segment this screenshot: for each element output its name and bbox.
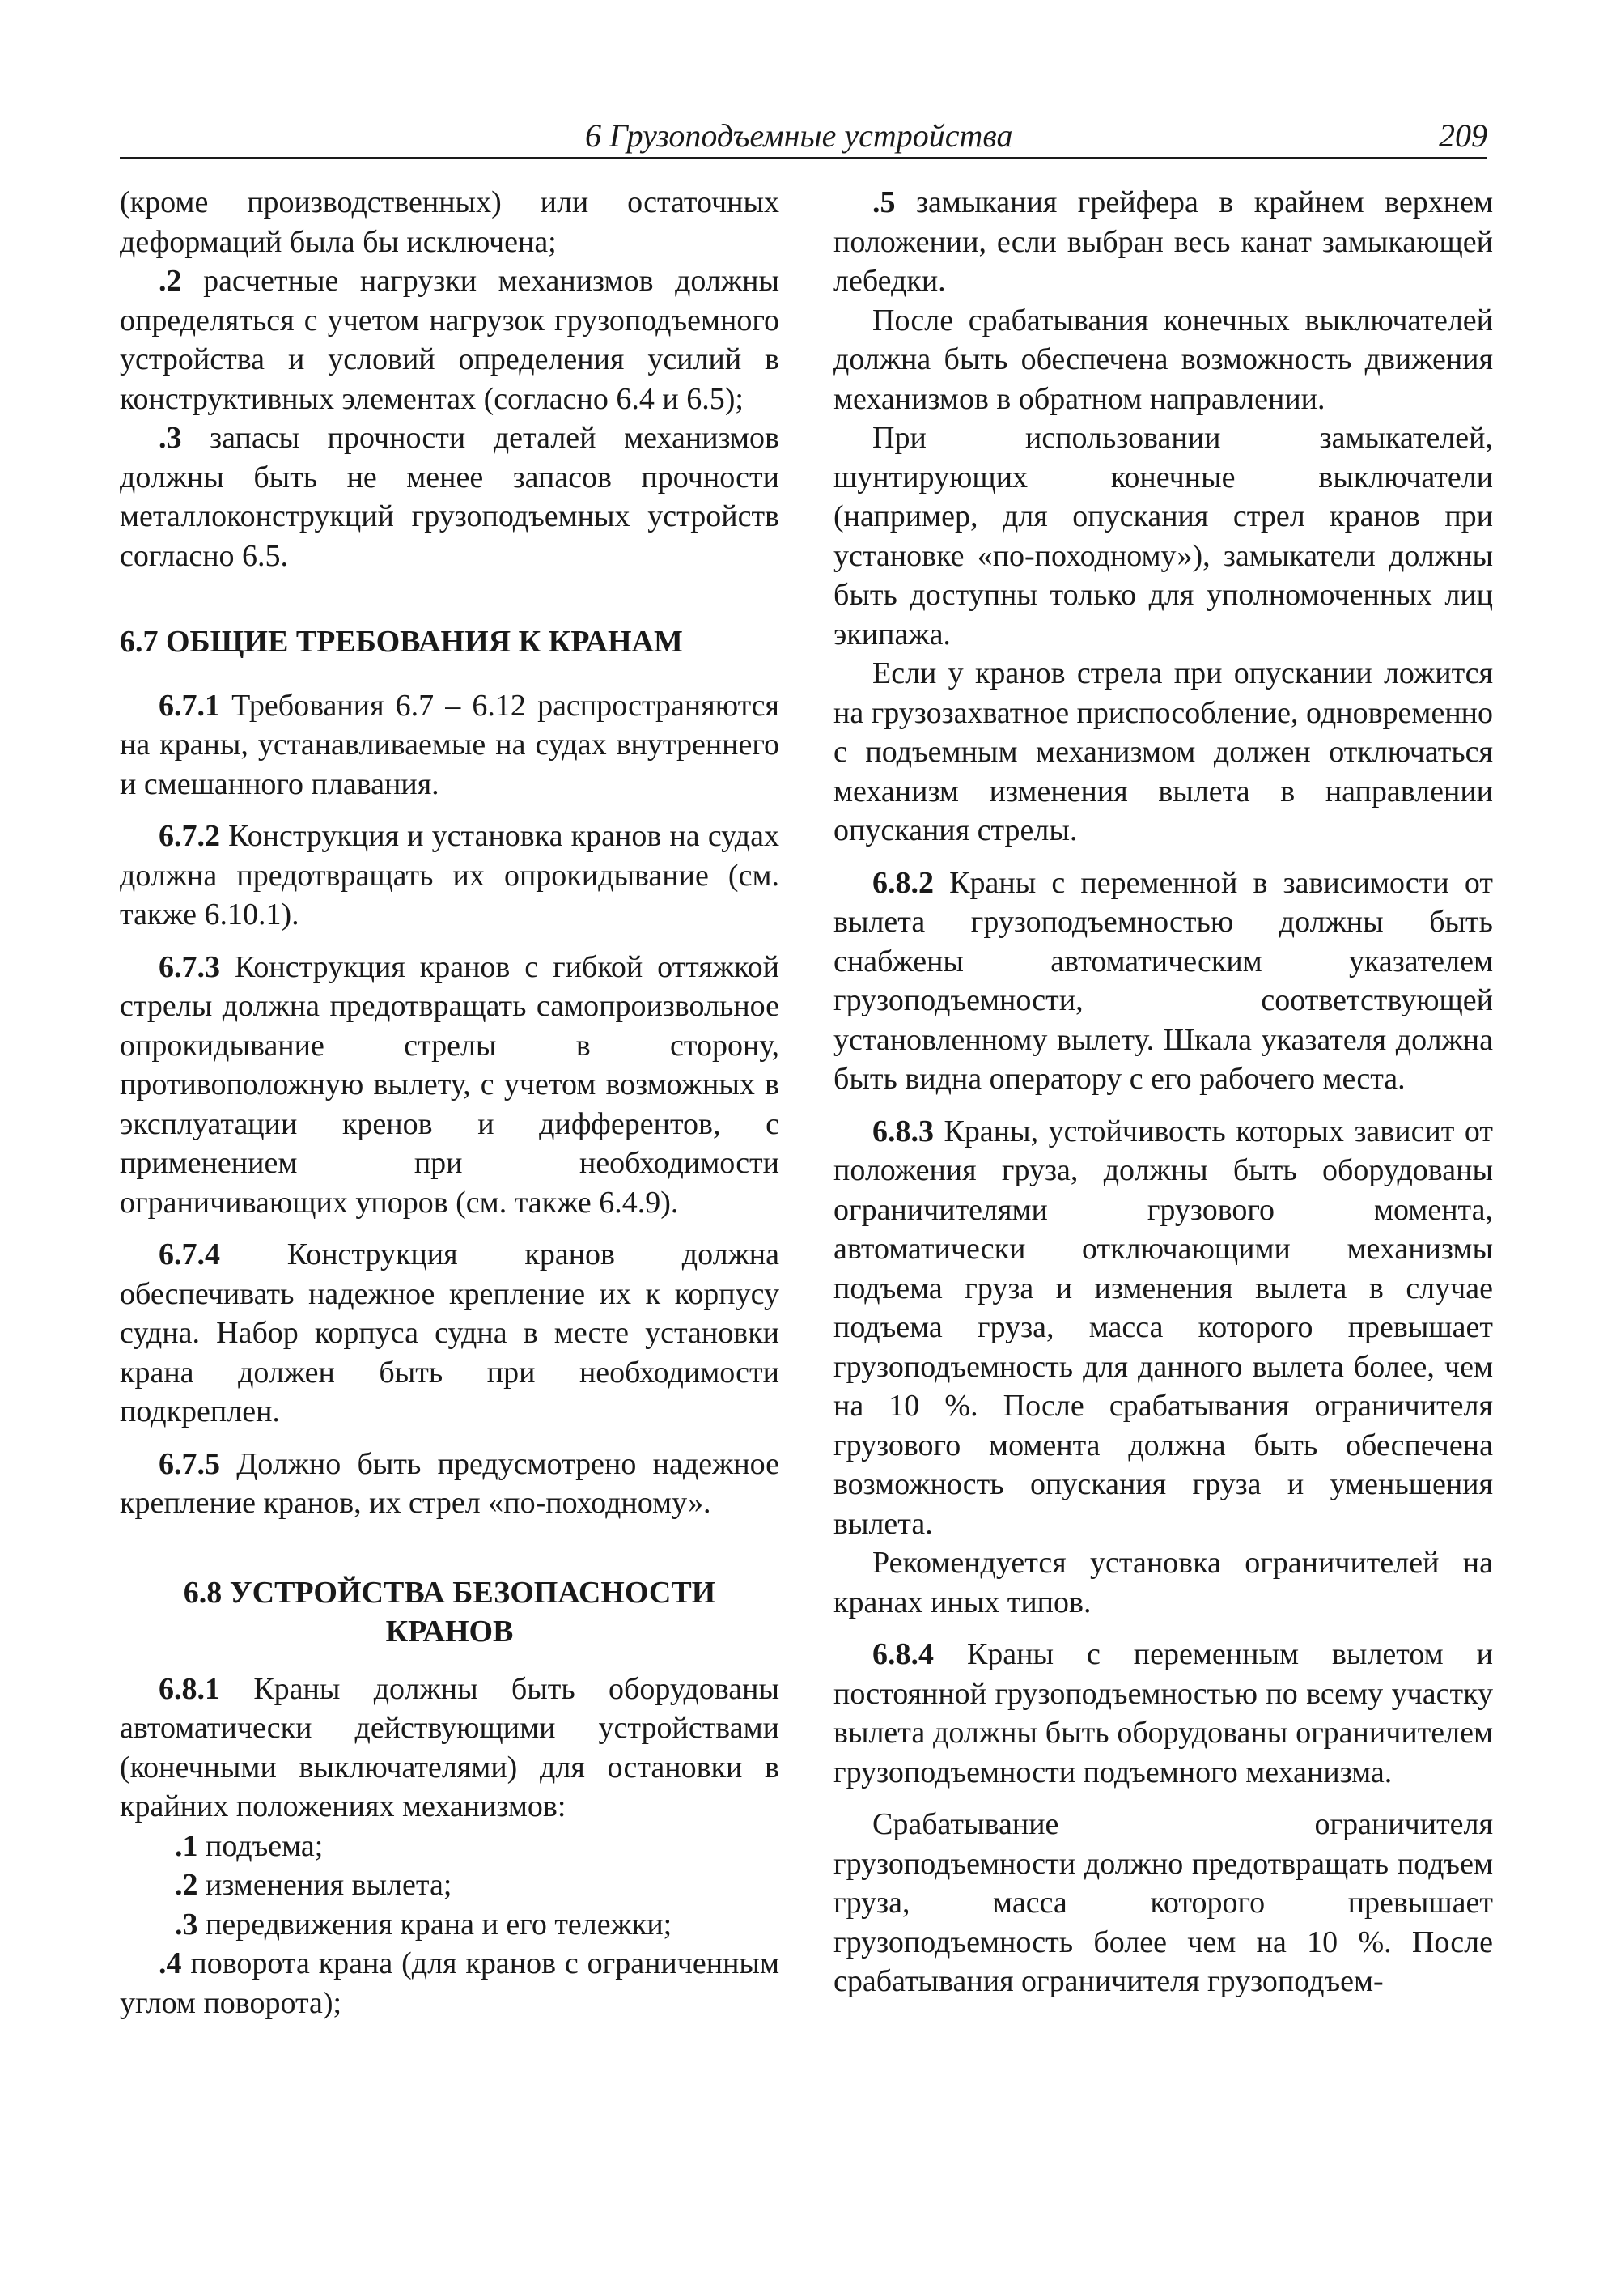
section-heading-6-7: 6.7 ОБЩИЕ ТРЕБОВАНИЯ К КРАНАМ (120, 625, 683, 659)
item-text: изменения вылета; (197, 1868, 452, 1902)
running-header (120, 118, 1487, 159)
clause-number: 6.7.4 (159, 1237, 220, 1271)
paragraph: Рекомендуется установка ограничителей на кранах иных типов. (833, 1546, 1493, 1619)
right-column (833, 183, 1493, 2001)
item-number: .2 (175, 1868, 198, 1902)
item-text: передвижения крана и его тележки; (197, 1907, 672, 1942)
paragraph: При использовании замыкателей, шунтирующих конечные выключатели (например, для опускания стрел кранов при установке «по-походному»), замыкатели должны быть доступны только для уполномоченных лиц экипажа. (833, 421, 1493, 651)
item-text: расчетные нагрузки механизмов должны определяться с учетом нагрузок грузоподъемного устройства и условий определения усилий в конструктивных элементах (согласно 6.4 и 6.5); (120, 264, 779, 416)
clause-6-7-3 (120, 948, 779, 1223)
clause-text: Краны должны быть оборудованы автоматически действующими устройствами (конечными выключателями) для остановки в крайних положениях механизмов: (120, 1671, 779, 1823)
item-text: запасы прочности деталей механизмов должны быть не менее запасов прочности металлоконструкций грузоподъемных устройств согласно 6.5. (120, 421, 779, 573)
clause-number: 6.7.5 (159, 1446, 220, 1481)
clause-6-8-4 (833, 1635, 1493, 1792)
clause-number: 6.8.3 (872, 1114, 934, 1148)
clause-text: Конструкция и установка кранов на судах должна предотвращать их опрокидывание (см. также 6.10.1). (120, 819, 779, 932)
clause-6-8-3 (833, 1112, 1493, 1544)
clause-text: Требования 6.7 – 6.12 распространяются на краны, устанавливаемые на судах внутреннего и смешанного плавания. (120, 688, 779, 801)
section-heading-6-8 (120, 1573, 779, 1652)
clause-text: Должно быть предусмотрено надежное крепление кранов, их стрел «по-походному». (120, 1446, 779, 1520)
clause-6-8-1 (120, 1670, 779, 1827)
clause-number: 6.8.1 (159, 1671, 220, 1706)
item-number: .2 (159, 264, 182, 298)
clause-text: Конструкция кранов должна обеспечивать надежное крепление их к корпусу судна. Набор корпуса судна в месте установки крана должен быть при необходимости подкреплен. (120, 1237, 779, 1428)
list-item (120, 1865, 779, 1905)
page-number: 209 (1439, 117, 1487, 154)
left-column (120, 183, 779, 2022)
clause-number: 6.8.4 (872, 1637, 934, 1671)
clause-number: 6.7.1 (159, 688, 220, 723)
paragraph: (кроме производственных) или остаточных деформаций была бы исключена; (120, 185, 779, 259)
list-item (120, 1944, 779, 2022)
clause-6-7-1 (120, 686, 779, 804)
clause-6-8-2 (833, 864, 1493, 1099)
heading-line: КРАНОВ (385, 1615, 514, 1649)
item-text: подъема; (197, 1828, 324, 1863)
item-number: .3 (159, 421, 182, 455)
item-number: .3 (175, 1907, 198, 1942)
list-item (120, 261, 779, 418)
clause-6-7-4 (120, 1235, 779, 1432)
heading-line: 6.8 УСТРОЙСТВА БЕЗОПАСНОСТИ (183, 1575, 716, 1610)
clause-number: 6.7.3 (159, 949, 220, 984)
clause-6-7-5 (120, 1445, 779, 1523)
clause-number: 6.8.2 (872, 865, 934, 900)
clause-number: 6.7.2 (159, 819, 220, 853)
paragraph: Если у кранов стрела при опускании ложится на грузозахватное приспособление, одновременно с подъемным механизмом должен отключаться механизм изменения вылета в направлении опускания стрелы. (833, 656, 1493, 847)
clause-text: Краны с переменной в зависимости от вылета грузоподъемностью должны быть снабжены автоматическим указателем грузоподъемности, соответствующей установленному вылету. Шкала указателя должна быть видна оператору с его рабочего места. (833, 865, 1493, 1096)
paragraph: Срабатывание ограничителя грузоподъемности должно предотвращать подъем груза, масса которого превышает грузоподъемность более чем на 10 %. После срабатывания ограничителя грузоподъем- (833, 1807, 1493, 1998)
clause-text: Конструкция кранов с гибкой оттяжкой стрелы должна предотвращать самопроизвольное опрокидывание стрелы в сторону, противоположную вылету, с учетом возможных в эксплуатации кренов и дифферентов, с применением при необходимости ограничивающих упоров (см. также 6.4.9). (120, 949, 779, 1220)
clause-text: Краны, устойчивость которых зависит от положения груза, должны быть оборудованы ограничителями грузового момента, автоматически отключающими механизмы подъема груза и изменения вылета в случае подъема груза, масса которого превышает грузоподъемность для данного вылета более, чем на 10 %. После срабатывания ограничителя грузового момента должна быть обеспечена возможность опускания груза и уменьшения вылета. (833, 1114, 1493, 1541)
clause-6-7-2 (120, 817, 779, 935)
item-text: замыкания грейфера в крайнем верхнем положении, если выбран весь канат замыкающей лебедки. (833, 185, 1493, 298)
clause-text: Краны с переменным вылетом и постоянной грузоподъемностью по всему участку вылета должны быть оборудованы ограничителем грузоподъемности подъемного механизма. (833, 1637, 1493, 1789)
item-number: .4 (159, 1946, 182, 1980)
list-item (120, 1905, 779, 1945)
list-item (120, 418, 779, 575)
item-number: .5 (872, 185, 896, 219)
list-item (833, 183, 1493, 301)
item-number: .1 (175, 1828, 198, 1863)
running-title: 6 Грузоподъемные устройства (585, 117, 1013, 154)
item-text: поворота крана (для кранов с ограниченным углом поворота); (120, 1946, 779, 2020)
list-item (120, 1827, 779, 1866)
paragraph: После срабатывания конечных выключателей должна быть обеспечена возможность движения механизмов в обратном направлении. (833, 303, 1493, 416)
